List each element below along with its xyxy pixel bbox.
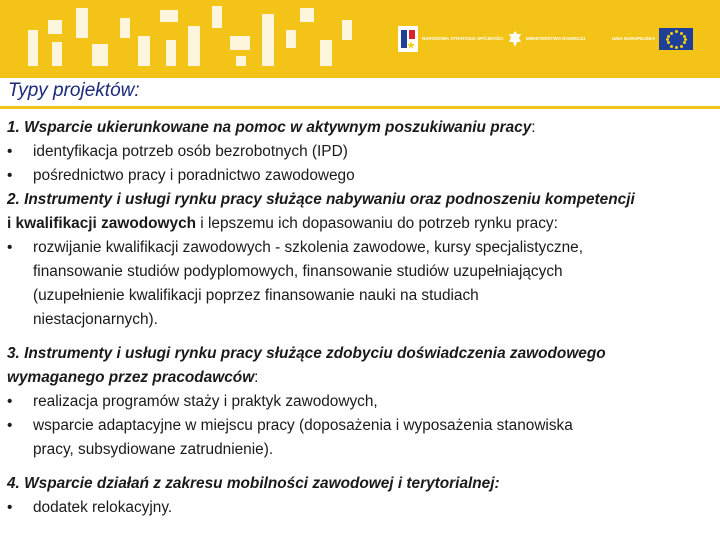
section-2-heading-cont: i kwalifikacji zawodowych i lepszemu ich dopasowaniu do potrzeb rynku pracy: <box>7 215 558 232</box>
list-item-continuation: pracy, subsydiowane zatrudnienie). <box>33 441 274 458</box>
project-types-content <box>7 116 715 520</box>
list-item-continuation: finansowanie studiów podyplomowych, finansowanie studiów uzupełniających <box>33 263 563 280</box>
list-item-continuation: (uzupełnienie kwalifikacji poprzez finansowanie nauki na studiach <box>33 287 479 304</box>
fe-logo-text: NARODOWA STRATEGIA SPÓJNOŚCI <box>422 36 504 42</box>
eagle-emblem-icon <box>508 30 522 48</box>
unia-europejska-logo <box>612 22 693 56</box>
list-item: • identyfikacja potrzeb osób bezrobotnych (IPD) <box>7 143 348 160</box>
title-divider <box>0 106 720 109</box>
section-3-heading: 3. Instrumenty i usługi rynku pracy służące zdobyciu doświadczenia zawodowego <box>7 345 606 362</box>
ministerstwo-logo-text: MINISTERSTWO ROZWOJU <box>526 36 586 42</box>
list-item: • realizacja programów staży i praktyk zawodowych, <box>7 393 378 410</box>
ministerstwo-logo <box>508 22 585 56</box>
fe-star-icon <box>398 26 418 52</box>
list-item: • wsparcie adaptacyjne w miejscu pracy (doposażenia i wyposażenia stanowiska <box>7 417 573 434</box>
list-item: • rozwijanie kwalifikacji zawodowych - szkolenia zawodowe, kursy specjalistyczne, <box>7 239 584 256</box>
section-1-heading: 1. Wsparcie ukierunkowane na pomoc w aktywnym poszukiwaniu pracy: <box>7 119 536 136</box>
fundusze-europejskie-logo <box>398 22 503 56</box>
ue-logo-text: UNIA EUROPEJSKA <box>612 36 656 42</box>
eu-flag-icon <box>659 28 693 50</box>
page-title: Typy projektów: <box>8 80 140 101</box>
decorative-pattern <box>0 0 380 78</box>
list-item-continuation: niestacjonarnych). <box>33 311 158 328</box>
section-2-heading: 2. Instrumenty i usługi rynku pracy służące nabywaniu oraz podnoszeniu kompetencji <box>7 191 635 208</box>
list-item: • pośrednictwo pracy i poradnictwo zawodowego <box>7 167 355 184</box>
section-4-heading: 4. Wsparcie działań z zakresu mobilności zawodowej i terytorialnej: <box>7 475 500 492</box>
list-item: • dodatek relokacyjny. <box>7 499 173 516</box>
header-band <box>0 0 720 78</box>
section-3-heading-cont: wymaganego przez pracodawców: <box>7 369 259 386</box>
